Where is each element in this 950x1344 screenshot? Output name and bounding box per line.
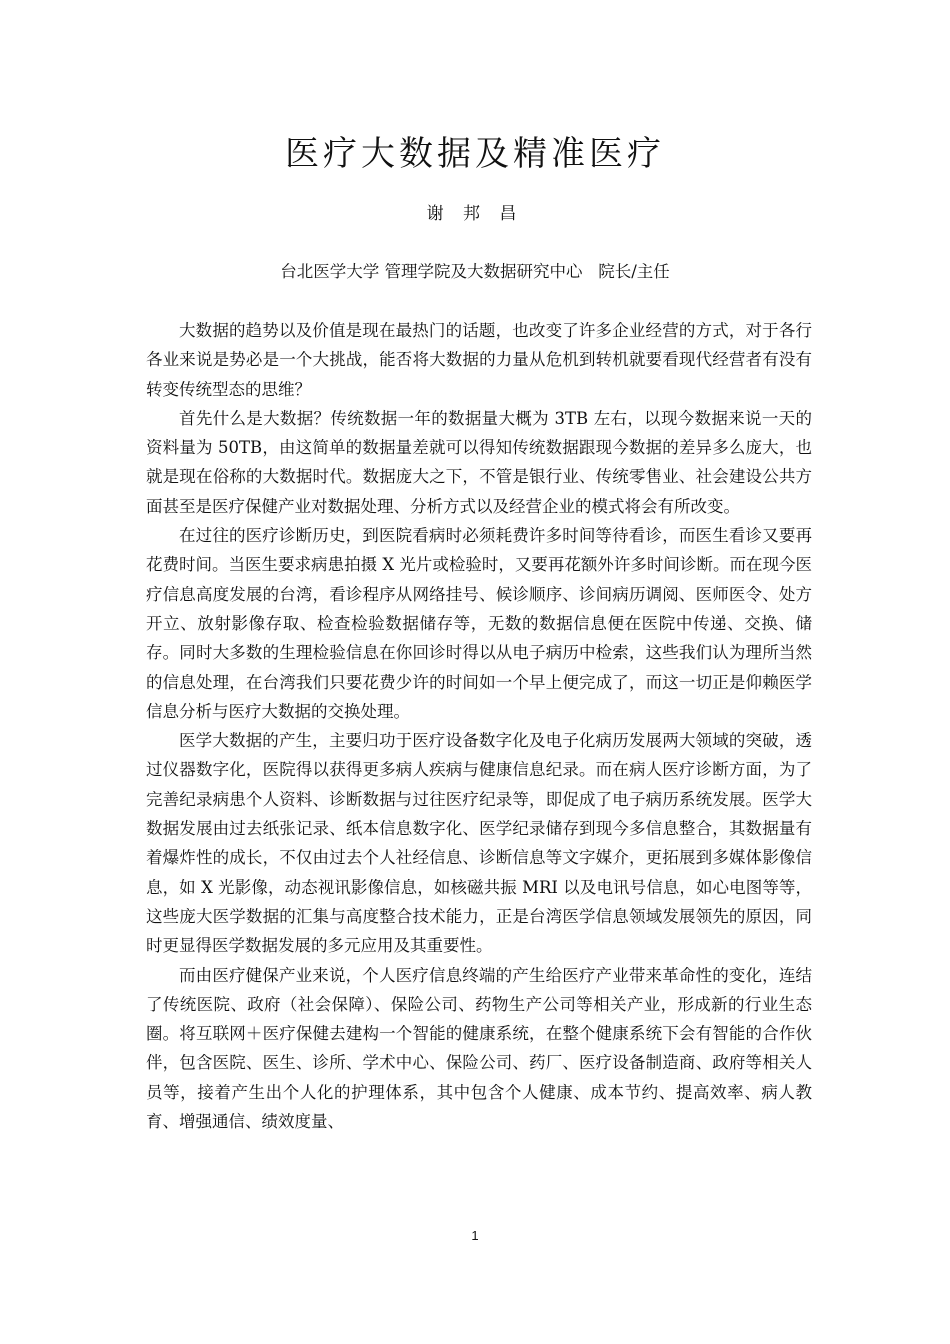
paragraph: 医学大数据的产生，主要归功于医疗设备数字化及电子化病历发展两大领域的突破，透过仪器数字化，医院得以获得更多病人疾病与健康信息纪录。而在病人医疗诊断方面，为了完善纪录病患个人资料、诊断数据与过往医疗纪录等，即促成了电子病历系统发展。医学大数据发展由过去纸张记录、纸本信息数字化、医学纪录储存到现今多信息整合，其数据量有着爆炸性的成长，不仅由过去个人社经信息、诊断信息等文字媒介，更拓展到多媒体影像信息，如 X 光影像，动态视讯影像信息，如核磁共振 MRI 以及电讯号信息，如心电图等等，这些庞大医学数据的汇集与高度整合技术能力，正是台湾医学信息领域发展领先的原因，同时更显得医学数据发展的多元应用及其重要性。 [146, 731, 812, 956]
paragraph: 大数据的趋势以及价值是现在最热门的话题，也改变了许多企业经营的方式，对于各行各业来说是势必是一个大挑战，能否将大数据的力量从危机到转机就要看现代经营者有没有转变传统型态的思维？ [146, 321, 812, 399]
document-body [146, 316, 812, 1136]
page-number: 1 [471, 1228, 479, 1243]
paragraph: 在过往的医疗诊断历史，到医院看病时必须耗费许多时间等待看诊，而医生看诊又要再花费时间。当医生要求病患拍摄 X 光片或检验时，又要再花额外许多时间诊断。而在现今医疗信息高度发展的台湾，看诊程序从网络挂号、候诊顺序、诊间病历调阅、医师医令、处方开立、放射影像存取、检查检验数据储存等，无数的数据信息便在医院中传递、交换、储存。同时大多数的生理检验信息在你回诊时得以从电子病历中检索，这些我们认为理所当然的信息处理，在台湾我们只要花费少许的时间如一个早上便完成了，而这一切正是仰赖医学信息分析与医疗大数据的交换处理。 [146, 526, 812, 721]
author-name: 谢 邦 昌 [426, 204, 524, 224]
paragraph: 而由医疗健保产业来说，个人医疗信息终端的产生给医疗产业带来革命性的变化，连结了传统医院、政府（社会保障）、保险公司、药物生产公司等相关产业，形成新的行业生态圈。将互联网＋医疗保健去建构一个智能的健康系统，在整个健康系统下会有智能的合作伙伴，包含医院、医生、诊所、学术中心、保险公司、药厂、医疗设备制造商、政府等相关人员等，接着产生出个人化的护理体系，其中包含个人健康、成本节约、提高效率、病人教育、增强通信、绩效度量、 [146, 965, 812, 1132]
paragraph: 首先什么是大数据？传统数据一年的数据量大概为 3TB 左右，以现今数据来说一天的资料量为 50TB，由这简单的数据量差就可以得知传统数据跟现今数据的差异多么庞大，也就是现在俗称的大数据时代。数据庞大之下，不管是银行业、传统零售业、社会建设公共方面甚至是医疗保健产业对数据处理、分析方式以及经营企业的模式将会有所改变。 [146, 408, 812, 516]
document-title: 医疗大数据及精准医疗 [285, 134, 665, 174]
author-affiliation: 台北医学大学 管理学院及大数据研究中心 院长/主任 [280, 262, 670, 281]
